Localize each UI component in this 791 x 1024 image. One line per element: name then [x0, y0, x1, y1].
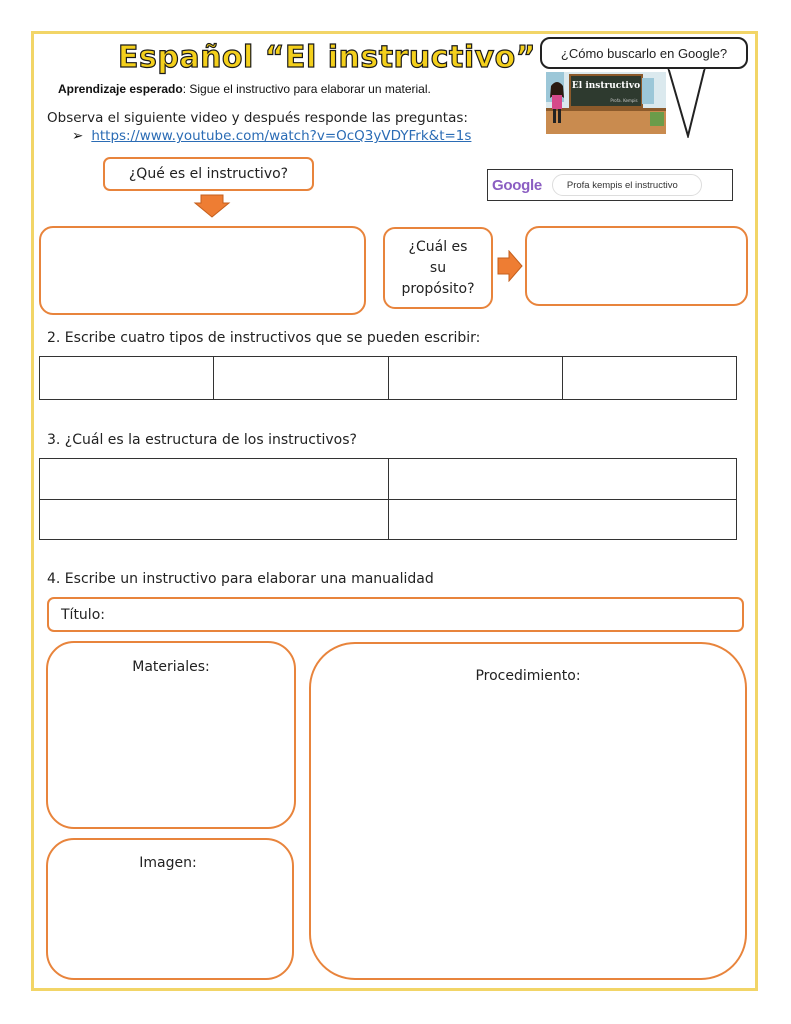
- estructura-cell-1[interactable]: [40, 459, 389, 500]
- worksheet-title: Español “El instructivo”: [118, 40, 536, 75]
- question-proposito: [383, 227, 493, 309]
- estructura-cell-3[interactable]: [40, 499, 389, 540]
- tipos-table: [39, 356, 737, 400]
- video-link[interactable]: https://www.youtube.com/watch?v=OcQ3yVDYFrk&t=1s: [91, 128, 472, 144]
- materiales-box[interactable]: [46, 641, 296, 829]
- google-search-query: Profa kempis el instructivo: [552, 174, 702, 196]
- down-arrow-icon: [193, 194, 231, 218]
- titulo-label: Título:: [61, 606, 105, 623]
- imagen-box[interactable]: [46, 838, 294, 980]
- procedimiento-box[interactable]: [309, 642, 747, 980]
- section2-heading: 2. Escribe cuatro tipos de instructivos que se pueden escribir:: [47, 330, 481, 346]
- question-proposito-line2: su: [429, 259, 447, 276]
- section4-heading: 4. Escribe un instructivo para elaborar una manualidad: [47, 571, 434, 587]
- question-que-es: ¿Qué es el instructivo?: [103, 157, 314, 191]
- speech-bubble-tail: [660, 66, 710, 138]
- bullet-arrow-icon: ➢: [72, 128, 84, 144]
- procedimiento-label: Procedimiento:: [475, 668, 581, 684]
- thumbnail-sub: Profa. Kempis: [610, 98, 638, 103]
- answer-box-proposito[interactable]: [525, 226, 748, 306]
- right-arrow-icon: [497, 250, 523, 282]
- estructura-table: [39, 458, 737, 540]
- thumbnail-title: El instructivo: [571, 81, 641, 91]
- learning-objective-label: Aprendizaje esperado: [58, 82, 183, 96]
- tipos-cell-3[interactable]: [388, 357, 562, 400]
- speech-bubble: ¿Cómo buscarlo en Google?: [540, 37, 748, 69]
- learning-objective-text: : Sigue el instructivo para elaborar un material.: [182, 82, 431, 96]
- video-link-row: [72, 128, 471, 144]
- materiales-label: Materiales:: [132, 659, 210, 675]
- section3-heading: 3. ¿Cuál es la estructura de los instructivos?: [47, 432, 357, 448]
- question-proposito-line1: ¿Cuál es: [408, 238, 468, 255]
- question-proposito-line3: propósito?: [401, 280, 475, 297]
- video-thumbnail[interactable]: [546, 72, 666, 134]
- estructura-cell-2[interactable]: [388, 459, 737, 500]
- instructions-text: Observa el siguiente video y después responde las preguntas:: [47, 110, 468, 126]
- imagen-label: Imagen:: [139, 855, 197, 871]
- tipos-cell-2[interactable]: [214, 357, 388, 400]
- learning-objective: [58, 82, 431, 96]
- google-logo: Google: [492, 176, 542, 194]
- answer-box-que-es[interactable]: [39, 226, 366, 315]
- titulo-field[interactable]: [47, 597, 744, 632]
- google-search-preview: [487, 169, 733, 201]
- estructura-cell-4[interactable]: [388, 499, 737, 540]
- tipos-cell-1[interactable]: [40, 357, 214, 400]
- tipos-cell-4[interactable]: [562, 357, 736, 400]
